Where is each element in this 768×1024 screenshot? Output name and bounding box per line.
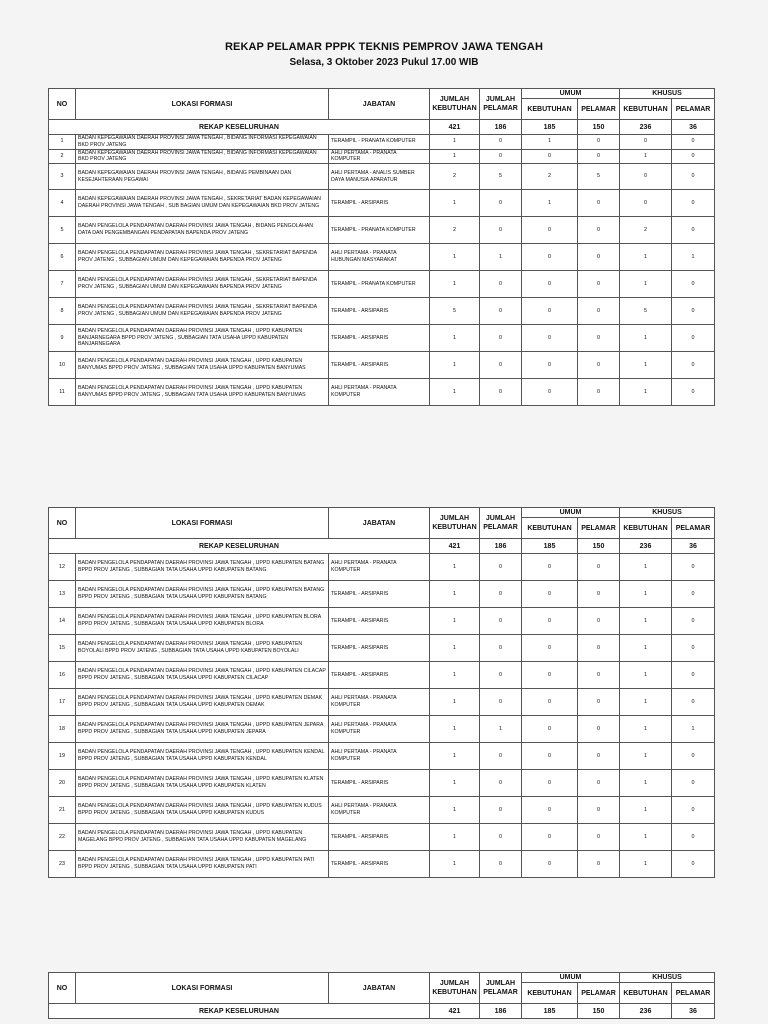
row-jumlah-pelamar: 0 — [480, 635, 522, 662]
table-row — [49, 217, 715, 244]
header-jabatan: JABATAN — [329, 508, 430, 539]
row-khusus-pelamar: 0 — [672, 851, 715, 878]
table-row — [49, 135, 715, 150]
row-jabatan: AHLI PERTAMA - PRANATA KOMPUTER — [329, 743, 430, 770]
summary-khusus-kebutuhan: 236 — [620, 539, 672, 554]
row-umum-kebutuhan: 0 — [522, 824, 578, 851]
row-jumlah-kebutuhan: 1 — [430, 581, 480, 608]
row-jabatan: AHLI PERTAMA - PRANATA KOMPUTER — [329, 379, 430, 406]
row-umum-pelamar: 0 — [578, 271, 620, 298]
row-jabatan: TERAMPIL - ARSIPARIS — [329, 298, 430, 325]
table-row — [49, 635, 715, 662]
row-khusus-kebutuhan: 1 — [620, 743, 672, 770]
row-jumlah-kebutuhan: 1 — [430, 325, 480, 352]
row-jabatan: TERAMPIL - ARSIPARIS — [329, 662, 430, 689]
header-jumlah-kebutuhan: JUMLAH KEBUTUHAN — [430, 89, 480, 120]
document-title-block — [0, 40, 768, 70]
row-khusus-pelamar: 0 — [672, 271, 715, 298]
row-umum-pelamar: 0 — [578, 149, 620, 164]
row-umum-kebutuhan: 0 — [522, 325, 578, 352]
header-khusus-kebutuhan: KEBUTUHAN — [620, 983, 672, 1004]
row-jumlah-pelamar: 1 — [480, 716, 522, 743]
row-umum-pelamar: 0 — [578, 797, 620, 824]
row-khusus-kebutuhan: 0 — [620, 164, 672, 190]
table-row — [49, 662, 715, 689]
row-umum-pelamar: 0 — [578, 190, 620, 217]
header-khusus-pelamar: PELAMAR — [672, 99, 715, 120]
summary-label: REKAP KESELURUHAN — [49, 1004, 430, 1019]
summary-umum-kebutuhan: 185 — [522, 539, 578, 554]
row-khusus-pelamar: 0 — [672, 581, 715, 608]
row-umum-pelamar: 0 — [578, 325, 620, 352]
table-row — [49, 271, 715, 298]
table-row — [49, 608, 715, 635]
row-khusus-kebutuhan: 5 — [620, 298, 672, 325]
row-jabatan: AHLI PERTAMA - PRANATA KOMPUTER — [329, 689, 430, 716]
row-jumlah-pelamar: 0 — [480, 135, 522, 150]
row-lokasi: BADAN PENGELOLA PENDAPATAN DAERAH PROVINSI JAWA TENGAH , SEKRETARIAT BAPENDA PROV JATENG , SUBBAGIAN UMUM DAN KEPEGAWAIAN BAPENDA PROV JATENG — [76, 244, 329, 271]
row-khusus-kebutuhan: 1 — [620, 554, 672, 581]
row-khusus-kebutuhan: 1 — [620, 797, 672, 824]
row-umum-pelamar: 0 — [578, 608, 620, 635]
row-no: 15 — [49, 635, 76, 662]
row-no: 13 — [49, 581, 76, 608]
rekap-table-1 — [48, 88, 715, 406]
row-khusus-kebutuhan: 1 — [620, 824, 672, 851]
row-lokasi: BADAN PENGELOLA PENDAPATAN DAERAH PROVINSI JAWA TENGAH , UPPD KABUPATEN KUDUS BPPD PROV JATENG , SUBBAGIAN TATA USAHA UPPD KABUPATEN KUDUS — [76, 797, 329, 824]
row-no: 5 — [49, 217, 76, 244]
row-no: 8 — [49, 298, 76, 325]
header-khusus: KHUSUS — [620, 89, 715, 99]
row-khusus-kebutuhan: 1 — [620, 149, 672, 164]
summary-jumlah-kebutuhan: 421 — [430, 120, 480, 135]
table-body — [49, 135, 715, 406]
row-khusus-pelamar: 0 — [672, 635, 715, 662]
row-jumlah-kebutuhan: 1 — [430, 689, 480, 716]
row-jumlah-pelamar: 0 — [480, 662, 522, 689]
row-lokasi: BADAN KEPEGAWAIAN DAERAH PROVINSI JAWA TENGAH , BIDANG INFORMASI KEPEGAWAIAN BKD PROV JATENG — [76, 149, 329, 164]
row-jumlah-kebutuhan: 1 — [430, 851, 480, 878]
row-khusus-pelamar: 0 — [672, 770, 715, 797]
row-lokasi: BADAN PENGELOLA PENDAPATAN DAERAH PROVINSI JAWA TENGAH , UPPD KABUPATEN BANJARNEGARA BPPD PROV JATENG , SUBBAGIAN TATA USAHA UPPD KABUPATEN BANJARNEGARA — [76, 325, 329, 352]
row-lokasi: BADAN PENGELOLA PENDAPATAN DAERAH PROVINSI JAWA TENGAH , UPPD KABUPATEN KLATEN BPPD PROV JATENG , SUBBAGIAN TATA USAHA UPPD KABUPATEN KLATEN — [76, 770, 329, 797]
row-jabatan: TERAMPIL - ARSIPARIS — [329, 190, 430, 217]
row-khusus-kebutuhan: 1 — [620, 689, 672, 716]
row-no: 2 — [49, 149, 76, 164]
row-no: 23 — [49, 851, 76, 878]
row-khusus-kebutuhan: 1 — [620, 770, 672, 797]
header-umum-kebutuhan: KEBUTUHAN — [522, 983, 578, 1004]
row-lokasi: BADAN PENGELOLA PENDAPATAN DAERAH PROVINSI JAWA TENGAH , BIDANG PENGOLAHAN DATA DAN PENGEMBANGAN PENDAPATAN BAPENDA PROV JATENG — [76, 217, 329, 244]
row-no: 14 — [49, 608, 76, 635]
row-jumlah-pelamar: 0 — [480, 743, 522, 770]
row-lokasi: BADAN PENGELOLA PENDAPATAN DAERAH PROVINSI JAWA TENGAH , UPPD KABUPATEN BATANG BPPD PROV JATENG , SUBBAGIAN TATA USAHA UPPD KABUPATEN BATANG — [76, 581, 329, 608]
summary-label: REKAP KESELURUHAN — [49, 539, 430, 554]
row-lokasi: BADAN PENGELOLA PENDAPATAN DAERAH PROVINSI JAWA TENGAH , SEKRETARIAT BAPENDA PROV JATENG , SUBBAGIAN UMUM DAN KEPEGAWAIAN BAPENDA PROV JATENG — [76, 271, 329, 298]
row-no: 1 — [49, 135, 76, 150]
row-jabatan: AHLI PERTAMA - PRANATA KOMPUTER — [329, 716, 430, 743]
row-jabatan: AHLI PERTAMA - PRANATA KOMPUTER — [329, 554, 430, 581]
row-jabatan: TERAMPIL - ARSIPARIS — [329, 851, 430, 878]
row-jumlah-pelamar: 0 — [480, 770, 522, 797]
row-khusus-kebutuhan: 1 — [620, 325, 672, 352]
row-jabatan: AHLI PERTAMA - PRANATA KOMPUTER — [329, 149, 430, 164]
row-khusus-kebutuhan: 1 — [620, 608, 672, 635]
row-umum-kebutuhan: 0 — [522, 743, 578, 770]
row-jumlah-pelamar: 0 — [480, 217, 522, 244]
row-jumlah-pelamar: 0 — [480, 352, 522, 379]
header-umum: UMUM — [522, 973, 620, 983]
row-no: 22 — [49, 824, 76, 851]
row-khusus-pelamar: 0 — [672, 689, 715, 716]
row-jumlah-pelamar: 0 — [480, 379, 522, 406]
row-umum-kebutuhan: 0 — [522, 689, 578, 716]
row-khusus-kebutuhan: 0 — [620, 135, 672, 150]
table-row — [49, 851, 715, 878]
document-title: REKAP PELAMAR PPPK TEKNIS PEMPROV JAWA TENGAH — [224, 41, 544, 53]
row-no: 6 — [49, 244, 76, 271]
row-jabatan: TERAMPIL - ARSIPARIS — [329, 635, 430, 662]
row-jumlah-pelamar: 0 — [480, 298, 522, 325]
row-lokasi: BADAN PENGELOLA PENDAPATAN DAERAH PROVINSI JAWA TENGAH , UPPD KABUPATEN BLORA BPPD PROV JATENG , SUBBAGIAN TATA USAHA UPPD KABUPATEN BLORA — [76, 608, 329, 635]
row-lokasi: BADAN PENGELOLA PENDAPATAN DAERAH PROVINSI JAWA TENGAH , UPPD KABUPATEN BOYOLALI BPPD PROV JATENG , SUBBAGIAN TATA USAHA UPPD KABUPATEN BOYOLALI — [76, 635, 329, 662]
row-khusus-pelamar: 0 — [672, 352, 715, 379]
row-jumlah-kebutuhan: 1 — [430, 635, 480, 662]
summary-khusus-kebutuhan: 236 — [620, 1004, 672, 1019]
row-khusus-pelamar: 1 — [672, 244, 715, 271]
row-jumlah-kebutuhan: 1 — [430, 244, 480, 271]
header-lokasi-formasi: LOKASI FORMASI — [76, 89, 329, 120]
row-jumlah-pelamar: 0 — [480, 149, 522, 164]
header-no: NO — [49, 508, 76, 539]
row-jumlah-kebutuhan: 1 — [430, 271, 480, 298]
row-no: 21 — [49, 797, 76, 824]
header-jabatan: JABATAN — [329, 973, 430, 1004]
table-row — [49, 164, 715, 190]
row-khusus-pelamar: 0 — [672, 190, 715, 217]
table-row — [49, 190, 715, 217]
row-umum-kebutuhan: 0 — [522, 608, 578, 635]
table-row — [49, 554, 715, 581]
row-umum-kebutuhan: 0 — [522, 298, 578, 325]
row-khusus-pelamar: 0 — [672, 217, 715, 244]
row-umum-kebutuhan: 0 — [522, 244, 578, 271]
row-umum-pelamar: 5 — [578, 164, 620, 190]
row-jabatan: TERAMPIL - ARSIPARIS — [329, 608, 430, 635]
row-jumlah-pelamar: 0 — [480, 689, 522, 716]
row-jabatan: TERAMPIL - ARSIPARIS — [329, 581, 430, 608]
row-jumlah-kebutuhan: 2 — [430, 217, 480, 244]
header-umum-kebutuhan: KEBUTUHAN — [522, 518, 578, 539]
row-jumlah-pelamar: 1 — [480, 244, 522, 271]
summary-jumlah-pelamar: 186 — [480, 539, 522, 554]
row-umum-kebutuhan: 0 — [522, 352, 578, 379]
row-no: 17 — [49, 689, 76, 716]
row-khusus-kebutuhan: 1 — [620, 635, 672, 662]
row-jumlah-pelamar: 0 — [480, 608, 522, 635]
row-jumlah-pelamar: 0 — [480, 554, 522, 581]
row-khusus-pelamar: 0 — [672, 662, 715, 689]
summary-jumlah-kebutuhan: 421 — [430, 539, 480, 554]
table-row — [49, 352, 715, 379]
table-row — [49, 244, 715, 271]
row-jabatan: TERAMPIL - PRANATA KOMPUTER — [329, 135, 430, 150]
document-subtitle: Selasa, 3 Oktober 2023 Pukul 17.00 WIB — [289, 57, 479, 68]
summary-khusus-pelamar: 36 — [672, 1004, 715, 1019]
row-umum-pelamar: 0 — [578, 135, 620, 150]
header-lokasi-formasi: LOKASI FORMASI — [76, 973, 329, 1004]
row-khusus-pelamar: 0 — [672, 379, 715, 406]
summary-khusus-pelamar: 36 — [672, 539, 715, 554]
header-umum: UMUM — [522, 508, 620, 518]
row-umum-pelamar: 0 — [578, 743, 620, 770]
summary-row — [49, 539, 715, 554]
row-khusus-pelamar: 0 — [672, 164, 715, 190]
row-jumlah-kebutuhan: 1 — [430, 824, 480, 851]
table-body — [49, 554, 715, 878]
row-jumlah-pelamar: 0 — [480, 851, 522, 878]
row-umum-pelamar: 0 — [578, 217, 620, 244]
row-umum-pelamar: 0 — [578, 662, 620, 689]
row-khusus-kebutuhan: 1 — [620, 716, 672, 743]
row-lokasi: BADAN KEPEGAWAIAN DAERAH PROVINSI JAWA TENGAH , BIDANG INFORMASI KEPEGAWAIAN BKD PROV JATENG — [76, 135, 329, 150]
row-no: 11 — [49, 379, 76, 406]
row-jumlah-kebutuhan: 1 — [430, 743, 480, 770]
row-lokasi: BADAN PENGELOLA PENDAPATAN DAERAH PROVINSI JAWA TENGAH , UPPD KABUPATEN PATI BPPD PROV JATENG , SUBBAGIAN TATA USAHA UPPD KABUPATEN PATI — [76, 851, 329, 878]
row-khusus-pelamar: 0 — [672, 554, 715, 581]
row-khusus-kebutuhan: 0 — [620, 190, 672, 217]
header-jumlah-kebutuhan: JUMLAH KEBUTUHAN — [430, 508, 480, 539]
row-no: 12 — [49, 554, 76, 581]
row-umum-pelamar: 0 — [578, 824, 620, 851]
header-jumlah-pelamar: JUMLAH PELAMAR — [480, 508, 522, 539]
row-khusus-kebutuhan: 1 — [620, 581, 672, 608]
summary-row — [49, 1004, 715, 1019]
row-jumlah-pelamar: 0 — [480, 797, 522, 824]
row-no: 18 — [49, 716, 76, 743]
row-khusus-pelamar: 0 — [672, 743, 715, 770]
summary-umum-pelamar: 150 — [578, 539, 620, 554]
row-umum-pelamar: 0 — [578, 554, 620, 581]
row-jumlah-kebutuhan: 1 — [430, 135, 480, 150]
row-khusus-pelamar: 0 — [672, 298, 715, 325]
row-lokasi: BADAN PENGELOLA PENDAPATAN DAERAH PROVINSI JAWA TENGAH , UPPD KABUPATEN JEPARA BPPD PROV JATENG , SUBBAGIAN TATA USAHA UPPD KABUPATEN JEPARA — [76, 716, 329, 743]
row-jabatan: TERAMPIL - ARSIPARIS — [329, 770, 430, 797]
table-row — [49, 581, 715, 608]
row-jumlah-pelamar: 0 — [480, 581, 522, 608]
row-no: 10 — [49, 352, 76, 379]
header-umum-pelamar: PELAMAR — [578, 518, 620, 539]
row-umum-pelamar: 0 — [578, 352, 620, 379]
row-khusus-kebutuhan: 2 — [620, 217, 672, 244]
row-jumlah-kebutuhan: 1 — [430, 797, 480, 824]
summary-jumlah-pelamar: 186 — [480, 120, 522, 135]
row-umum-kebutuhan: 0 — [522, 217, 578, 244]
row-umum-pelamar: 0 — [578, 851, 620, 878]
summary-label: REKAP KESELURUHAN — [49, 120, 430, 135]
header-khusus-kebutuhan: KEBUTUHAN — [620, 99, 672, 120]
row-lokasi: BADAN PENGELOLA PENDAPATAN DAERAH PROVINSI JAWA TENGAH , SEKRETARIAT BAPENDA PROV JATENG , SUBBAGIAN UMUM DAN KEPEGAWAIAN BAPENDA PROV JATENG — [76, 298, 329, 325]
header-khusus-pelamar: PELAMAR — [672, 518, 715, 539]
table-row — [49, 716, 715, 743]
row-umum-kebutuhan: 0 — [522, 797, 578, 824]
row-umum-kebutuhan: 1 — [522, 135, 578, 150]
row-umum-kebutuhan: 0 — [522, 554, 578, 581]
row-khusus-pelamar: 0 — [672, 824, 715, 851]
row-jabatan: TERAMPIL - ARSIPARIS — [329, 824, 430, 851]
summary-khusus-kebutuhan: 236 — [620, 120, 672, 135]
row-lokasi: BADAN PENGELOLA PENDAPATAN DAERAH PROVINSI JAWA TENGAH , UPPD KABUPATEN BATANG BPPD PROV JATENG , SUBBAGIAN TATA USAHA UPPD KABUPATEN BATANG — [76, 554, 329, 581]
table-row — [49, 743, 715, 770]
row-jabatan: TERAMPIL - PRANATA KOMPUTER — [329, 271, 430, 298]
summary-jumlah-kebutuhan: 421 — [430, 1004, 480, 1019]
row-lokasi: BADAN PENGELOLA PENDAPATAN DAERAH PROVINSI JAWA TENGAH , UPPD KABUPATEN DEMAK BPPD PROV JATENG , SUBBAGIAN TATA USAHA UPPD KABUPATEN DEMAK — [76, 689, 329, 716]
row-lokasi: BADAN PENGELOLA PENDAPATAN DAERAH PROVINSI JAWA TENGAH , UPPD KABUPATEN CILACAP BPPD PROV JATENG , SUBBAGIAN TATA USAHA UPPD KABUPATEN CILACAP — [76, 662, 329, 689]
row-no: 16 — [49, 662, 76, 689]
row-khusus-pelamar: 0 — [672, 325, 715, 352]
row-lokasi: BADAN PENGELOLA PENDAPATAN DAERAH PROVINSI JAWA TENGAH , UPPD KABUPATEN MAGELANG BPPD PROV JATENG , SUBBAGIAN TATA USAHA UPPD KABUPATEN MAGELANG — [76, 824, 329, 851]
summary-khusus-pelamar: 36 — [672, 120, 715, 135]
row-jumlah-pelamar: 5 — [480, 164, 522, 190]
row-jumlah-kebutuhan: 1 — [430, 379, 480, 406]
row-umum-kebutuhan: 0 — [522, 662, 578, 689]
header-no: NO — [49, 973, 76, 1004]
row-lokasi: BADAN KEPEGAWAIAN DAERAH PROVINSI JAWA TENGAH , SEKRETARIAT BADAN KEPEGAWAIAN DAERAH PROVINSI JAWA TENGAH , SUB BAGIAN UMUM DAN KEPEGAWAIAN BKD PROV JATENG — [76, 190, 329, 217]
summary-jumlah-pelamar: 186 — [480, 1004, 522, 1019]
row-jumlah-pelamar: 0 — [480, 190, 522, 217]
row-umum-kebutuhan: 0 — [522, 851, 578, 878]
row-jumlah-kebutuhan: 5 — [430, 298, 480, 325]
row-lokasi: BADAN PENGELOLA PENDAPATAN DAERAH PROVINSI JAWA TENGAH , UPPD KABUPATEN BANYUMAS BPPD PROV JATENG , SUBBAGIAN TATA USAHA UPPD KABUPATEN BANYUMAS — [76, 352, 329, 379]
summary-umum-pelamar: 150 — [578, 1004, 620, 1019]
row-umum-kebutuhan: 0 — [522, 581, 578, 608]
table-row — [49, 824, 715, 851]
header-no: NO — [49, 89, 76, 120]
row-umum-kebutuhan: 0 — [522, 379, 578, 406]
row-umum-kebutuhan: 1 — [522, 190, 578, 217]
summary-row — [49, 120, 715, 135]
row-umum-kebutuhan: 0 — [522, 716, 578, 743]
row-jumlah-pelamar: 0 — [480, 271, 522, 298]
row-lokasi: BADAN PENGELOLA PENDAPATAN DAERAH PROVINSI JAWA TENGAH , UPPD KABUPATEN BANYUMAS BPPD PROV JATENG , SUBBAGIAN TATA USAHA UPPD KABUPATEN BANYUMAS — [76, 379, 329, 406]
row-umum-pelamar: 0 — [578, 379, 620, 406]
header-lokasi-formasi: LOKASI FORMASI — [76, 508, 329, 539]
row-khusus-kebutuhan: 1 — [620, 244, 672, 271]
summary-umum-kebutuhan: 185 — [522, 1004, 578, 1019]
row-jabatan: TERAMPIL - ARSIPARIS — [329, 352, 430, 379]
row-jumlah-pelamar: 0 — [480, 824, 522, 851]
row-khusus-kebutuhan: 1 — [620, 662, 672, 689]
row-no: 7 — [49, 271, 76, 298]
header-jabatan: JABATAN — [329, 89, 430, 120]
row-umum-pelamar: 0 — [578, 689, 620, 716]
row-khusus-kebutuhan: 1 — [620, 851, 672, 878]
header-jumlah-kebutuhan: JUMLAH KEBUTUHAN — [430, 973, 480, 1004]
row-lokasi: BADAN PENGELOLA PENDAPATAN DAERAH PROVINSI JAWA TENGAH , UPPD KABUPATEN KENDAL BPPD PROV JATENG , SUBBAGIAN TATA USAHA UPPD KABUPATEN KENDAL — [76, 743, 329, 770]
row-umum-pelamar: 0 — [578, 244, 620, 271]
row-umum-kebutuhan: 0 — [522, 770, 578, 797]
row-jumlah-kebutuhan: 1 — [430, 352, 480, 379]
table-row — [49, 325, 715, 352]
row-umum-kebutuhan: 2 — [522, 164, 578, 190]
header-khusus-pelamar: PELAMAR — [672, 983, 715, 1004]
table-row — [49, 379, 715, 406]
table-row — [49, 298, 715, 325]
row-khusus-pelamar: 0 — [672, 797, 715, 824]
table-row — [49, 149, 715, 164]
row-umum-pelamar: 0 — [578, 716, 620, 743]
row-jabatan: TERAMPIL - PRANATA KOMPUTER — [329, 217, 430, 244]
row-khusus-kebutuhan: 1 — [620, 271, 672, 298]
row-umum-kebutuhan: 0 — [522, 635, 578, 662]
row-jumlah-pelamar: 0 — [480, 325, 522, 352]
row-jabatan: AHLI PERTAMA - ANALIS SUMBER DAYA MANUSIA APARATUR — [329, 164, 430, 190]
row-jumlah-kebutuhan: 1 — [430, 554, 480, 581]
header-umum-pelamar: PELAMAR — [578, 983, 620, 1004]
row-jabatan: AHLI PERTAMA - PRANATA KOMPUTER — [329, 797, 430, 824]
row-khusus-pelamar: 0 — [672, 135, 715, 150]
header-jumlah-pelamar: JUMLAH PELAMAR — [480, 973, 522, 1004]
header-khusus: KHUSUS — [620, 973, 715, 983]
row-no: 9 — [49, 325, 76, 352]
header-umum-kebutuhan: KEBUTUHAN — [522, 99, 578, 120]
header-umum-pelamar: PELAMAR — [578, 99, 620, 120]
table-row — [49, 689, 715, 716]
row-khusus-pelamar: 0 — [672, 149, 715, 164]
row-jumlah-kebutuhan: 1 — [430, 662, 480, 689]
row-no: 3 — [49, 164, 76, 190]
row-umum-kebutuhan: 0 — [522, 149, 578, 164]
row-khusus-pelamar: 0 — [672, 608, 715, 635]
row-khusus-pelamar: 1 — [672, 716, 715, 743]
table-row — [49, 770, 715, 797]
summary-umum-kebutuhan: 185 — [522, 120, 578, 135]
rekap-table-2 — [48, 507, 715, 878]
row-umum-pelamar: 0 — [578, 770, 620, 797]
summary-umum-pelamar: 150 — [578, 120, 620, 135]
table-row — [49, 797, 715, 824]
row-jumlah-kebutuhan: 1 — [430, 716, 480, 743]
row-khusus-kebutuhan: 1 — [620, 379, 672, 406]
row-umum-kebutuhan: 0 — [522, 271, 578, 298]
row-no: 20 — [49, 770, 76, 797]
row-umum-pelamar: 0 — [578, 581, 620, 608]
row-no: 4 — [49, 190, 76, 217]
header-khusus-kebutuhan: KEBUTUHAN — [620, 518, 672, 539]
row-lokasi: BADAN KEPEGAWAIAN DAERAH PROVINSI JAWA TENGAH , BIDANG PEMBINAAN DAN KESEJAHTERAAN PEGAWAI — [76, 164, 329, 190]
rekap-table-3 — [48, 972, 715, 1019]
header-umum: UMUM — [522, 89, 620, 99]
row-umum-pelamar: 0 — [578, 298, 620, 325]
row-jumlah-kebutuhan: 2 — [430, 164, 480, 190]
row-jumlah-kebutuhan: 1 — [430, 608, 480, 635]
header-khusus: KHUSUS — [620, 508, 715, 518]
row-jabatan: AHLI PERTAMA - PRANATA HUBUNGAN MASYARAKAT — [329, 244, 430, 271]
row-jumlah-kebutuhan: 1 — [430, 770, 480, 797]
row-jumlah-kebutuhan: 1 — [430, 149, 480, 164]
row-jabatan: TERAMPIL - ARSIPARIS — [329, 325, 430, 352]
row-jumlah-kebutuhan: 1 — [430, 190, 480, 217]
row-khusus-kebutuhan: 1 — [620, 352, 672, 379]
row-umum-pelamar: 0 — [578, 635, 620, 662]
row-no: 19 — [49, 743, 76, 770]
header-jumlah-pelamar: JUMLAH PELAMAR — [480, 89, 522, 120]
